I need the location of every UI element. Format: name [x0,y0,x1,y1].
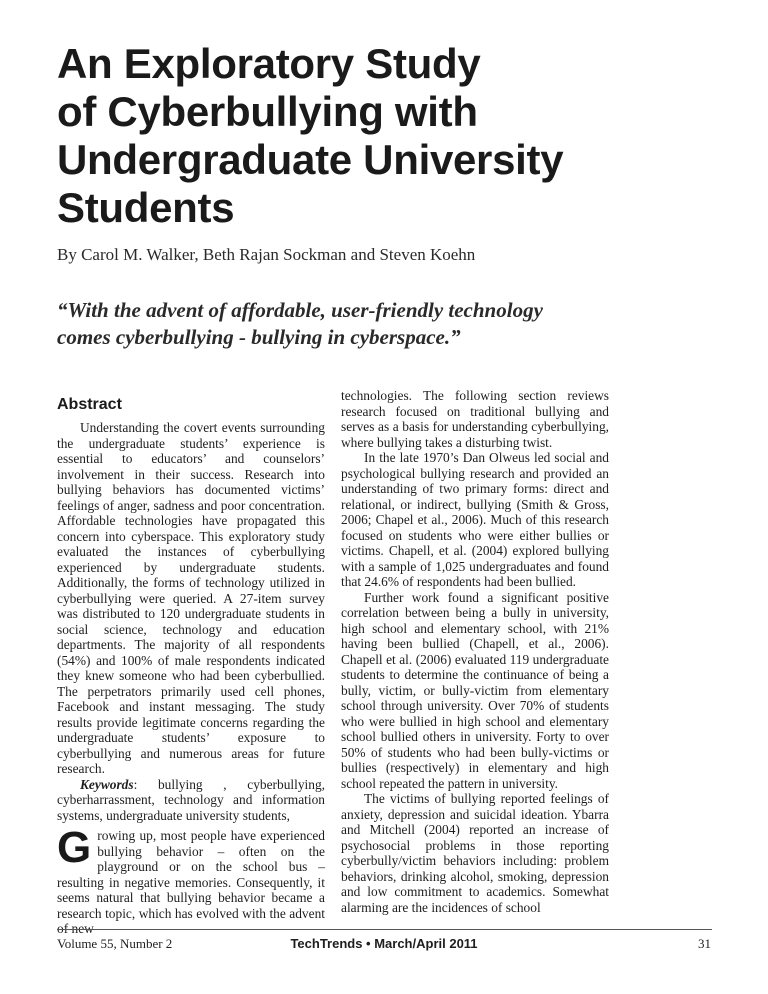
abstract-heading: Abstract [57,396,122,413]
left-column [57,388,325,823]
footer-journal: TechTrends • March/April 2011 [290,936,478,951]
intro-text: rowing up, most people have experienced bullying behavior – often on the playground or on the school bus – resulting in negative memories. Consequently, it seems natural that bullying behavior became a research topic, which has evolved with the advent of new [57,828,325,936]
body-paragraph: In the late 1970’s Dan Olweus led social and psychological bullying research and provided an understanding of two primary forms: direct and relational, or indirect, bullying (Smith & Gross, 2006; Chapel et al., 2006). Much of this research focused on students who were either bullies or victims. Chapell, et al. (2004) explored bullying with a sample of 1,025 undergraduates and found that 24.6% of respondents had been bullied. [341,450,609,589]
keywords-label: Keywords [80,776,134,792]
author-byline: By Carol M. Walker, Beth Rajan Sockman and Steven Koehn [57,245,476,264]
intro-section [57,823,325,937]
abstract-body: Understanding the covert events surrounding the undergraduate students’ experience is essential to educators’ and counselors’ involvement in their success. Research into bullying behaviors has documented victims’ feelings of anger, sadness and poor concentration. Affordable technologies have propagated this concern into cyberspace. This exploratory study evaluated the instances of cyberbullying experienced by undergraduate students. Additionally, the forms of technology utilized in cyberbullying were queried. A 27-item survey was distributed to 120 undergraduate students in social science, technology and education departments. The majority of all respondents (54%) and 100% of male respondents indicated they knew someone who had been cyberbullied. The perpetrators primarily used cell phones, Facebook and instant messaging. The study results provide legitimate concerns regarding the undergraduate students’ exposure to cyberbullying and numerous areas for future research. [57,420,325,776]
body-paragraph: The victims of bullying reported feelings of anxiety, depression and suicidal ideation. Ybarra and Mitchell (2004) reported an increase of psychosocial problems in those reporting cyberbully/victim behaviors including: problem behaviors, drinking alcohol, smoking, depression and low commitment to academics. Somewhat alarming are the incidences of school [341,791,609,915]
intro-paragraph [57,823,325,937]
body-paragraph: technologies. The following section reviews research focused on traditional bullying and serves as a basis for understanding cyberbullying, where bullying takes a disturbing twist. [341,388,609,450]
page-number: 31 [698,936,711,951]
title-line: Students [57,184,235,231]
right-column [341,388,609,915]
title-line: An Exploratory Study [57,40,481,87]
title-line: of Cyberbullying with [57,88,478,135]
article-title [57,40,697,232]
pull-quote [57,297,707,351]
drop-cap: G [57,823,92,872]
pull-quote-line: comes cyberbullying - bullying in cyberspace.” [57,325,461,349]
pull-quote-line: “With the advent of affordable, user-friendly technology [57,298,543,322]
footer-volume: Volume 55, Number 2 [57,936,173,951]
footer-divider [57,929,712,930]
title-line: Undergraduate University [57,136,564,183]
keywords-text: : bullying , cyberbullying, cyberharrassment, technology and information systems, undergraduate university students, [57,776,325,823]
body-paragraph: Further work found a significant positive correlation between being a bully in university, high school and elementary school, with 21% having been bullied (Chapell, et al., 2006). Chapell et al. (2006) evaluated 119 undergraduate students to determine the continuance of being a bully, victim, or bully-victim from elementary school through university. Over 70% of students who were bullied in high school and elementary school bullied others in university. Forty to over 50% of students who had been bully-victims or bullies (respectively) in elementary and high school repeated the pattern in university. [341,589,609,791]
keywords-paragraph [57,777,325,824]
